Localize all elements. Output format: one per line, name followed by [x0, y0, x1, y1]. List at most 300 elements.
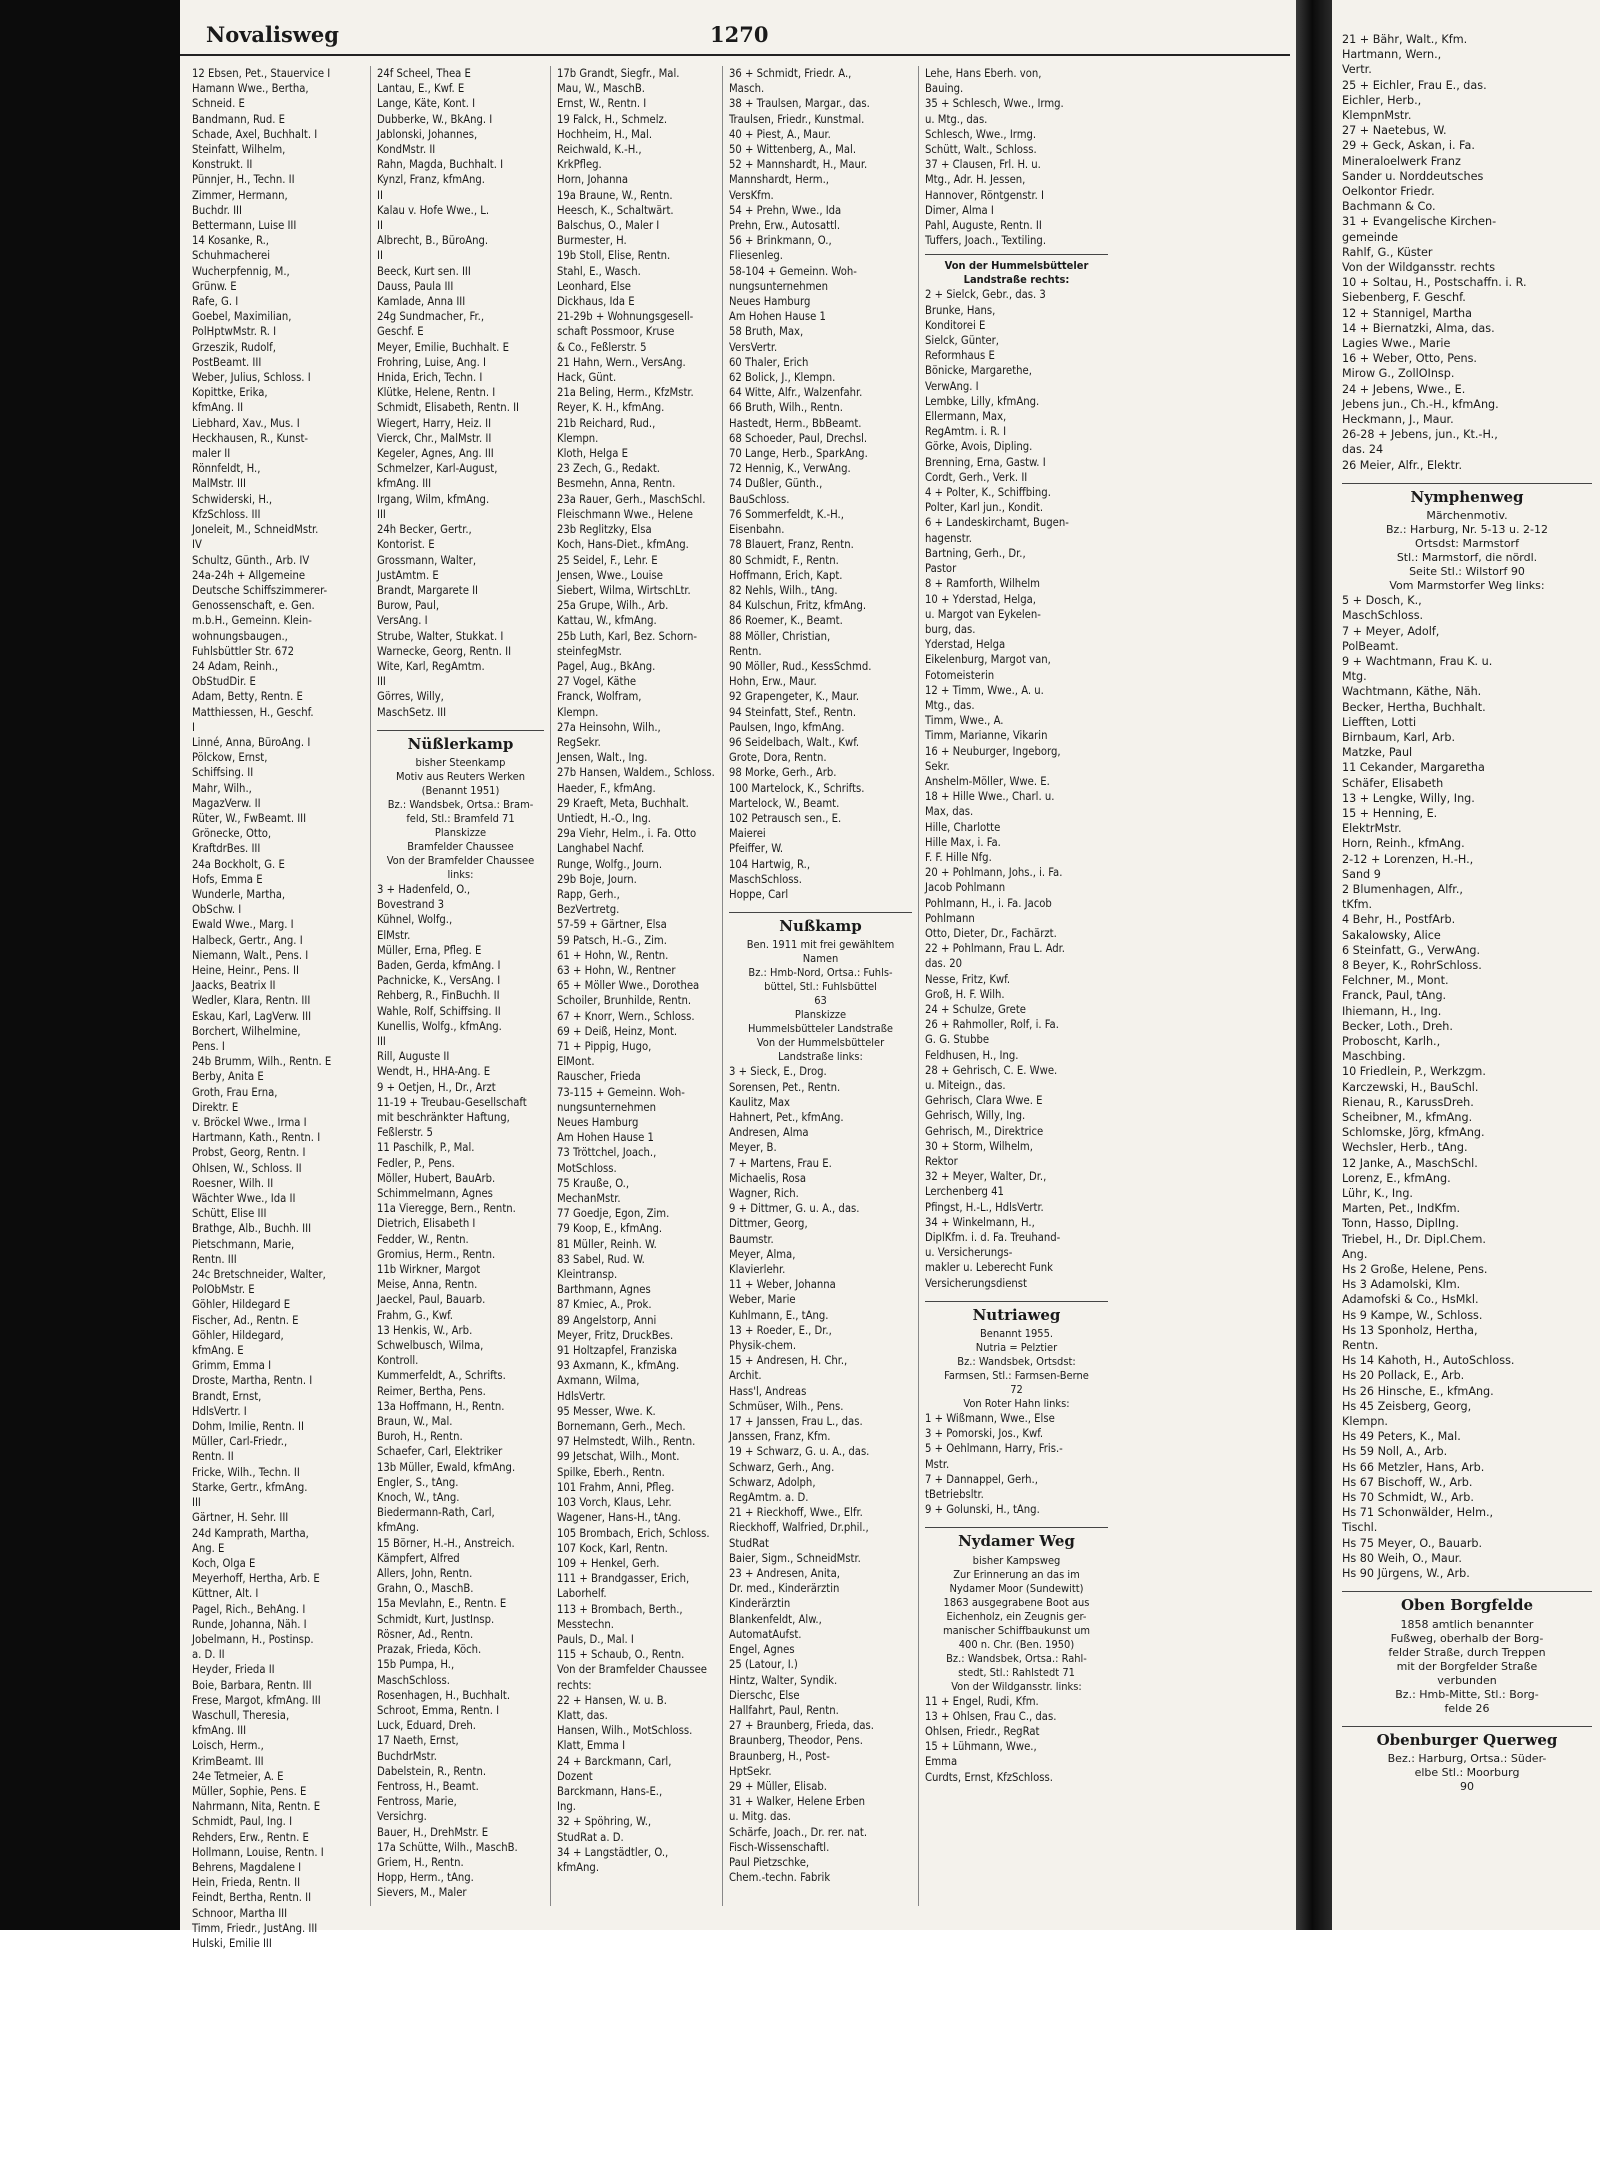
- directory-entry: Ohlsen, W., Schloss. II: [192, 1161, 302, 1175]
- directory-entry: 17a Schütte, Wilh., MaschB.: [377, 1840, 518, 1854]
- directory-entry: II: [377, 249, 383, 263]
- directory-entry: 24a Bockholt, G. E: [192, 857, 285, 871]
- directory-entry: Hahnert, Pet., kfmAng.: [729, 1110, 844, 1124]
- directory-entry: 12 Ebsen, Pet., Stauervice I: [192, 67, 331, 80]
- directory-entry: 13 Henkis, W., Arb.: [377, 1323, 473, 1337]
- directory-entry: 25b Luth, Karl, Bez. Schorn-: [557, 629, 697, 643]
- street-description-line: 63: [814, 994, 827, 1008]
- directory-entry: 21 + Bähr, Walt., Kfm.: [1342, 33, 1468, 46]
- directory-entry: Kuhlmann, E., tAng.: [729, 1308, 829, 1322]
- directory-entry: Pietschmann, Marie,: [192, 1237, 295, 1251]
- right-page: [1332, 18, 1600, 1918]
- directory-entry: Jaacks, Beatrix II: [192, 979, 276, 993]
- directory-entry: Rentn.: [1342, 1339, 1379, 1353]
- directory-entry: Wunderle, Martha,: [192, 887, 286, 901]
- directory-entry: 25 (Latour, I.): [729, 1658, 798, 1672]
- directory-entry: 19 + Schwarz, G. u. A., das.: [729, 1445, 870, 1459]
- directory-entry: Braunberg, H., Post-: [729, 1749, 830, 1763]
- directory-entry: Horn, Johanna: [557, 173, 629, 187]
- directory-entry: 83 Sabel, Rud. W.: [557, 1252, 645, 1266]
- directory-entry: Hs 67 Bischoff, W., Arb.: [1342, 1475, 1473, 1489]
- directory-entry: MagazVerw. II: [192, 796, 261, 810]
- directory-entry: Mirow G., ZollOInsp.: [1342, 367, 1455, 381]
- directory-entry: Dierschc, Else: [729, 1688, 800, 1702]
- directory-entry: 11-19 + Treubau-Gesellschaft: [377, 1095, 527, 1109]
- directory-entry: MechanMstr.: [557, 1192, 621, 1206]
- directory-entry: 24d Kamprath, Martha,: [192, 1526, 309, 1540]
- directory-entry: Ohlsen, Friedr., RegRat: [925, 1725, 1040, 1739]
- directory-entry: Hs 70 Schmidt, W., Arb.: [1342, 1491, 1474, 1505]
- directory-entry: Baden, Gerda, kfmAng. I: [377, 958, 501, 972]
- directory-entry: RegAmtm. a. D.: [729, 1491, 809, 1505]
- directory-entry: Kamlade, Anna III: [377, 295, 466, 309]
- directory-entry: 9 + Dittmer, G. u. A., das.: [729, 1202, 860, 1216]
- directory-entry: MaschSetz. III: [377, 705, 447, 719]
- street-description-line: Landstraße links:: [778, 1050, 863, 1064]
- directory-entry: Kummerfeldt, A., Schrifts.: [377, 1369, 506, 1383]
- directory-entry: 21b Reichard, Rud.,: [557, 416, 656, 430]
- directory-entry: Lange, Käte, Kont. I: [377, 97, 476, 111]
- directory-entry: nungsunternehmen: [729, 279, 828, 293]
- directory-entry: Göhler, Hildegard,: [192, 1328, 284, 1342]
- directory-entry: Paulsen, Ingo, kfmAng.: [729, 720, 845, 734]
- directory-entry: Neues Hamburg: [557, 1116, 639, 1130]
- directory-entry: MotSchloss.: [557, 1161, 617, 1175]
- street-description-line: Bz.: Harburg, Nr. 5-13 u. 2-12: [1386, 523, 1548, 537]
- directory-entry: mit beschränkter Haftung,: [377, 1110, 510, 1124]
- directory-entry: Max, das.: [925, 805, 974, 819]
- street-description-line: Bz.: Wandsbek, Ortsa.: Rahl-: [946, 1651, 1087, 1665]
- directory-entry: Masch.: [729, 82, 765, 96]
- directory-entry: 22 + Hansen, W. u. B.: [557, 1693, 667, 1707]
- directory-entry: Maschbing.: [1342, 1050, 1406, 1064]
- directory-entry: Hofs, Emma E: [192, 872, 263, 886]
- directory-entry: Schultz, Günth., Arb. IV: [192, 553, 310, 567]
- directory-entry: 24a-24h + Allgemeine: [192, 568, 306, 582]
- directory-entry: Laborhelf.: [557, 1587, 607, 1601]
- directory-entry: Meise, Anna, Rentn.: [377, 1278, 478, 1292]
- directory-entry: 96 Seidelbach, Walt., Kwf.: [729, 735, 860, 749]
- directory-entry: Pagel, Rich., BehAng. I: [192, 1602, 306, 1616]
- directory-entry: 105 Brombach, Erich, Schloss.: [557, 1526, 710, 1540]
- directory-entry: Kopittke, Erika,: [192, 386, 268, 400]
- directory-entry: schaft Possmoor, Kruse: [557, 325, 675, 339]
- directory-entry: Schmidt, Elisabeth, Rentn. II: [377, 401, 520, 415]
- directory-entry: Albrecht, B., BüroAng.: [377, 234, 489, 248]
- directory-entry: Heyder, Frieda II: [192, 1663, 275, 1677]
- directory-entry: Schärfe, Joach., Dr. rer. nat.: [729, 1825, 868, 1839]
- directory-entry: HptSekr.: [729, 1764, 772, 1778]
- directory-entry: Hs 75 Meyer, O., Bauarb.: [1342, 1536, 1483, 1550]
- directory-entry: 29 + Geck, Askan, i. Fa.: [1342, 139, 1475, 153]
- directory-entry: Dittmer, Georg,: [729, 1217, 808, 1231]
- directory-entry: kfmAng.: [557, 1860, 600, 1874]
- directory-entry: KfzSchloss. III: [192, 507, 261, 521]
- street-description-line: Planskizze: [434, 825, 487, 839]
- directory-entry: Vertr.: [1342, 63, 1372, 77]
- directory-entry: 11 + Weber, Johanna: [729, 1278, 836, 1292]
- directory-entry: Brunke, Hans,: [925, 303, 996, 317]
- directory-entry: Niemann, Walt., Pens. I: [192, 948, 309, 962]
- directory-entry: 27 + Braunberg, Frieda, das.: [729, 1719, 874, 1733]
- directory-entry: HdlsVertr.: [557, 1389, 606, 1403]
- directory-entry: 15b Pumpa, H.,: [377, 1658, 455, 1672]
- directory-entry: Matthiessen, H., Geschf.: [192, 705, 314, 719]
- directory-entry: Meyer, Emilie, Buchhalt. E: [377, 340, 509, 354]
- directory-entry: Hallfahrt, Paul, Rentn.: [729, 1703, 839, 1717]
- directory-entry: ObSchw. I: [192, 903, 242, 917]
- directory-entry: hagenstr.: [925, 531, 973, 545]
- directory-entry: Wagener, Hans-H., tAng.: [557, 1511, 681, 1525]
- directory-entry: StudRat: [729, 1536, 769, 1550]
- directory-entry: Rentn. II: [192, 1450, 234, 1464]
- directory-entry: Chem.-techn. Fabrik: [729, 1871, 831, 1885]
- directory-entry: Hs 14 Kahoth, H., AutoSchloss.: [1342, 1354, 1515, 1368]
- directory-entry: 24g Sundmacher, Fr.,: [377, 310, 485, 324]
- directory-entry: Hs 20 Pollack, E., Arb.: [1342, 1369, 1465, 1383]
- directory-entry: Meyer, B.: [729, 1141, 777, 1155]
- directory-entry: 24b Brumm, Wilh., Rentn. E: [192, 1055, 332, 1069]
- directory-entry: 72 Hennig, K., VerwAng.: [729, 462, 851, 476]
- directory-entry: 13 + Roeder, E., Dr.,: [729, 1323, 832, 1337]
- directory-entry: Koch, Hans-Diet., kfmAng.: [557, 538, 689, 552]
- directory-entry: Brandt, Ernst,: [192, 1389, 262, 1403]
- directory-entry: Dickhaus, Ida E: [557, 295, 635, 309]
- street-description-line: Von Roter Hahn links:: [963, 1397, 1070, 1411]
- directory-entry: 3 + Hadenfeld, O.,: [377, 882, 471, 896]
- directory-entry: Gehrisch, M., Direktrice: [925, 1124, 1044, 1138]
- directory-entry: Hs 80 Weih, O., Maur.: [1342, 1551, 1462, 1565]
- directory-entry: Brathge, Alb., Buchh. III: [192, 1222, 312, 1236]
- directory-entry: 15 + Andresen, H. Chr.,: [729, 1354, 848, 1368]
- directory-entry: Becker, Loth., Dreh.: [1342, 1019, 1453, 1033]
- directory-entry: Fliesenleg.: [729, 249, 783, 263]
- street-description-line: Stl.: Marmstorf, die nördl.: [1396, 551, 1538, 565]
- directory-entry: 58 Bruth, Max,: [729, 325, 804, 339]
- directory-entry: a. D. II: [192, 1648, 225, 1662]
- directory-entry: Schwiderski, H.,: [192, 492, 273, 506]
- directory-entry: Starke, Gertr., kfmAng.: [192, 1480, 308, 1494]
- directory-entry: 24c Bretschneider, Walter,: [192, 1268, 326, 1282]
- running-head-street: Novalisweg: [206, 22, 339, 47]
- directory-entry: Lembke, Lilly, kfmAng.: [925, 394, 1040, 408]
- directory-entry: Felchner, M., Mont.: [1342, 974, 1449, 988]
- directory-entry: Bornemann, Gerh., Mech.: [557, 1420, 686, 1434]
- directory-columns: [180, 56, 1290, 1950]
- directory-entry: Dietrich, Elisabeth I: [377, 1217, 476, 1231]
- directory-entry: 5 + Oehlmann, Harry, Fris.-: [925, 1442, 1063, 1456]
- directory-entry: 14 + Biernatzki, Alma, das.: [1342, 321, 1495, 335]
- directory-entry: VersVertr.: [729, 340, 778, 354]
- directory-entry: Kattau, W., kfmAng.: [557, 614, 657, 628]
- directory-entry: 78 Blauert, Franz, Rentn.: [729, 538, 854, 552]
- directory-entry: DiplKfm. i. d. Fa. Treuhand-: [925, 1231, 1061, 1245]
- directory-entry: 84 Kulschun, Fritz, kfmAng.: [729, 599, 867, 613]
- street-title-nusskamp: Nußkamp: [729, 912, 912, 934]
- directory-entry: RegAmtm. i. R. I: [925, 425, 1007, 439]
- directory-entry: 27 + Naetebus, W.: [1342, 124, 1447, 138]
- directory-entry: Görres, Willy,: [377, 690, 444, 704]
- directory-entry: Rill, Auguste II: [377, 1050, 450, 1064]
- directory-entry: Braunberg, Theodor, Pens.: [729, 1734, 863, 1748]
- directory-entry: I: [192, 720, 195, 734]
- directory-entry: III: [377, 507, 386, 521]
- directory-entry: Grahn, O., MaschB.: [377, 1582, 474, 1596]
- directory-entry: Hein, Frieda, Rentn. II: [192, 1876, 301, 1890]
- directory-entry: 76 Sommerfeldt, K.-H.,: [729, 507, 844, 521]
- street-description-line: Hummelsbütteler Landstraße: [747, 1022, 894, 1036]
- directory-entry: 27a Heinsohn, Wilh.,: [557, 720, 661, 734]
- directory-entry: Pauls, D., Mal. I: [557, 1632, 634, 1646]
- directory-entry: 59 Patsch, H.-G., Zim.: [557, 933, 667, 947]
- column-2: [371, 66, 551, 1906]
- directory-entry: Meyerhoff, Hertha, Arb. E: [192, 1572, 320, 1586]
- directory-entry: Möller, Hubert, BauArb.: [377, 1171, 496, 1185]
- directory-entry: 29 Kraeft, Meta, Buchhalt.: [557, 796, 689, 810]
- directory-entry: Timm, Wwe., A.: [925, 714, 1004, 728]
- directory-entry: Reimer, Bertha, Pens.: [377, 1384, 486, 1398]
- directory-entry: F. F. Hille Nfg.: [925, 850, 992, 864]
- directory-entry: Klatt, Emma I: [557, 1739, 626, 1753]
- directory-entry: 3 + Pomorski, Jos., Kwf.: [925, 1427, 1044, 1441]
- directory-entry: Müller, Sophie, Pens. E: [192, 1784, 307, 1798]
- directory-entry: Hs 26 Hinsche, E., kfmAng.: [1342, 1384, 1494, 1398]
- directory-entry: Biedermann-Rath, Carl,: [377, 1506, 495, 1520]
- directory-entry: Ang.: [1342, 1247, 1368, 1261]
- directory-entry: KrkPfleg.: [557, 158, 602, 172]
- directory-entry: 91 Holtzapfel, Franziska: [557, 1344, 678, 1358]
- street-description-line: Eichenholz, ein Zeugnis ger-: [946, 1609, 1087, 1623]
- directory-entry: Mannshardt, Herm.,: [729, 173, 829, 187]
- directory-entry: KraftdrBes. III: [192, 842, 261, 856]
- directory-entry: 35 + Schlesch, Wwe., Irmg.: [925, 97, 1064, 111]
- street-description-line: felde 26: [1444, 1701, 1490, 1715]
- directory-entry: wohnungsbaugen.,: [192, 629, 288, 643]
- directory-entry: Timm, Marianne, Vikarin: [925, 729, 1048, 743]
- directory-entry: Hille Max, i. Fa.: [925, 835, 1001, 849]
- directory-entry: Michaelis, Rosa: [729, 1171, 807, 1185]
- directory-entry: Beeck, Kurt sen. III: [377, 264, 471, 278]
- directory-entry: Pens. I: [192, 1040, 225, 1053]
- directory-entry: 15 Börner, H.-H., Anstreich.: [377, 1536, 515, 1550]
- directory-entry: 10 Friedlein, P., Werkzgm.: [1342, 1065, 1486, 1079]
- directory-entry: Griem, H., Rentn.: [377, 1855, 464, 1869]
- directory-entry: Siebenberg, F. Geschf.: [1342, 291, 1466, 305]
- directory-entry: 24h Becker, Gertr.,: [377, 523, 472, 537]
- directory-entry: 32 + Meyer, Walter, Dr.,: [925, 1170, 1047, 1184]
- directory-entry: Eskau, Karl, LagVerw. III: [192, 1009, 312, 1023]
- directory-entry: Hass'l, Andreas: [729, 1384, 807, 1398]
- directory-entry: 24 + Jebens, Wwe., E.: [1342, 382, 1466, 396]
- directory-entry: Strube, Walter, Stukkat. I: [377, 629, 504, 643]
- directory-entry: 7 + Martens, Frau E.: [729, 1156, 832, 1170]
- directory-entry: Hs 3 Adamolski, Klm.: [1342, 1278, 1461, 1292]
- column-4: [723, 66, 919, 1906]
- street-description-line: Benannt 1955.: [979, 1327, 1054, 1341]
- directory-entry: Schroot, Emma, Rentn. I: [377, 1703, 500, 1717]
- directory-entry: MaschSchloss.: [729, 872, 802, 886]
- directory-entry: AutomatAufst.: [729, 1627, 802, 1641]
- directory-entry: 16 + Weber, Otto, Pens.: [1342, 352, 1477, 366]
- directory-entry: Lantau, E., Kwf. E: [377, 82, 465, 96]
- street-description-line: Von der Bramfelder Chaussee: [386, 853, 535, 867]
- directory-entry: Hintz, Walter, Syndik.: [729, 1673, 838, 1687]
- directory-entry: Schwarz, Gerh., Ang.: [729, 1460, 835, 1474]
- directory-entry: Weber, Julius, Schloss. I: [192, 371, 311, 385]
- directory-entry: Ihiemann, H., Ing.: [1342, 1004, 1442, 1018]
- directory-entry: u. Mtg., das.: [925, 112, 988, 126]
- street-description-line: Von der Wildgansstr. links:: [951, 1679, 1082, 1693]
- directory-entry: 50 + Wittenberg, A., Mal.: [729, 143, 857, 157]
- book-gutter: [1296, 0, 1332, 1930]
- directory-entry: gemeinde: [1342, 230, 1398, 244]
- directory-entry: 109 + Henkel, Gerh.: [557, 1556, 660, 1570]
- directory-entry: 77 Goedje, Egon, Zim.: [557, 1207, 670, 1221]
- directory-entry: 15a Mevlahn, E., Rentn. E: [377, 1597, 507, 1611]
- directory-entry: 8 + Ramforth, Wilhelm: [925, 577, 1040, 591]
- directory-entry: 17 Naeth, Ernst,: [377, 1734, 459, 1748]
- directory-entry: 10 + Soltau, H., Postschaffn. i. R.: [1342, 276, 1527, 290]
- directory-entry: 31 + Walker, Helene Erben: [729, 1795, 865, 1809]
- directory-entry: Goebel, Maximilian,: [192, 310, 292, 324]
- street-title-nydamer-weg: Nydamer Weg: [925, 1527, 1108, 1549]
- directory-entry: Direktr. E: [192, 1100, 239, 1114]
- directory-entry: Versichrg.: [377, 1810, 427, 1824]
- directory-entry: Schlomske, Jörg, kfmAng.: [1342, 1126, 1485, 1140]
- street-description-line: Bz.: Hmb-Nord, Ortsa.: Fuhls-: [748, 966, 893, 980]
- directory-entry: Sand 9: [1342, 867, 1381, 881]
- directory-entry: 25 Seidel, F., Lehr. E: [557, 553, 658, 567]
- directory-entry: Hnida, Erich, Techn. I: [377, 371, 483, 385]
- directory-entry: 25 + Eichler, Frau E., das.: [1342, 78, 1487, 92]
- directory-entry: das. 20: [925, 957, 962, 971]
- directory-entry: 28 + Gehrisch, C. E. Wwe.: [925, 1063, 1058, 1077]
- directory-entry: Jensen, Wwe., Louise: [557, 568, 663, 582]
- directory-entry: Fentross, H., Beamt.: [377, 1779, 479, 1793]
- directory-entry: 100 Martelock, K., Schrifts.: [729, 781, 865, 795]
- directory-entry: 73 Tröttchel, Joach.,: [557, 1146, 657, 1160]
- directory-entry: RegSekr.: [557, 735, 601, 749]
- directory-entry: Bauing.: [925, 82, 964, 96]
- directory-entry: 4 + Polter, K., Schiffbing.: [925, 486, 1051, 500]
- directory-entry: Heine, Heinr., Pens. II: [192, 963, 299, 977]
- directory-entry: Feindt, Bertha, Rentn. II: [192, 1891, 312, 1905]
- directory-entry: Rosenhagen, H., Buchhalt.: [377, 1688, 511, 1702]
- directory-entry: Konditorei E: [925, 318, 986, 332]
- directory-entry: Kleintransp.: [557, 1268, 618, 1282]
- directory-entry: 11 Cekander, Margaretha: [1342, 761, 1485, 775]
- directory-entry: Jablonski, Johannes,: [377, 127, 478, 141]
- directory-entry: 40 + Piest, A., Maur.: [729, 127, 831, 141]
- directory-entry: Dubberke, W., BkAng. I: [377, 112, 493, 126]
- directory-entry: Fisch-Wissenschaftl.: [729, 1840, 830, 1854]
- directory-entry: Matzke, Paul: [1342, 746, 1413, 760]
- directory-entry: BezVertretg.: [557, 903, 620, 917]
- directory-entry: 15 + Lühmann, Wwe.,: [925, 1740, 1037, 1754]
- directory-entry: Kynzl, Franz, kfmAng.: [377, 173, 485, 187]
- directory-entry: Runde, Johanna, Näh. I: [192, 1617, 307, 1631]
- directory-entry: Schmelzer, Karl-August,: [377, 462, 498, 476]
- directory-entry: nungsunternehmen: [557, 1100, 656, 1114]
- directory-entry: 68 Schoeder, Paul, Drechsl.: [729, 431, 868, 445]
- directory-entry: Archit.: [729, 1369, 762, 1383]
- directory-entry: Cordt, Gerh., Verk. II: [925, 470, 1028, 484]
- directory-entry: Triebel, H., Dr. Dipl.Chem.: [1342, 1232, 1486, 1246]
- directory-entry: 81 Müller, Reinh. W.: [557, 1237, 657, 1251]
- directory-entry: Hs 59 Noll, A., Arb.: [1342, 1445, 1448, 1459]
- directory-entry: Physik-chem.: [729, 1339, 797, 1353]
- directory-entry: 103 Vorch, Klaus, Lehr.: [557, 1496, 672, 1510]
- directory-entry: Barckmann, Hans-E.,: [557, 1784, 663, 1798]
- directory-entry: 13a Hoffmann, H., Rentn.: [377, 1399, 505, 1413]
- directory-entry: Hs 9 Kampe, W., Schloss.: [1342, 1308, 1483, 1322]
- directory-entry: Bandmann, Rud. E: [192, 112, 285, 126]
- street-description-line: verbunden: [1437, 1673, 1497, 1687]
- directory-entry: Rösner, Ad., Rentn.: [377, 1627, 474, 1641]
- directory-entry: Rentn.: [729, 644, 762, 658]
- directory-entry: Genossenschaft, e. Gen.: [192, 599, 315, 613]
- directory-entry: 13b Müller, Ewald, kfmAng.: [377, 1460, 516, 1474]
- directory-entry: Frese, Margot, kfmAng. III: [192, 1693, 321, 1707]
- street-description-line: Ben. 1911 mit frei gewähltem: [746, 938, 895, 952]
- directory-entry: 8 Beyer, K., RohrSchloss.: [1342, 958, 1482, 972]
- directory-entry: burg, das.: [925, 622, 976, 636]
- directory-entry: Feldhusen, H., Ing.: [925, 1048, 1019, 1062]
- directory-entry: Engler, S., tAng.: [377, 1475, 459, 1489]
- directory-entry: 66 Bruth, Wilh., Rentn.: [729, 401, 843, 415]
- directory-entry: kfmAng. III: [192, 1724, 247, 1738]
- directory-entry: 26 Meier, Alfr., Elektr.: [1342, 458, 1463, 472]
- directory-entry: Ellermann, Max,: [925, 410, 1007, 424]
- directory-entry: 63 + Hohn, W., Rentner: [557, 963, 676, 977]
- street-description-line: Fußweg, oberhalb der Borg-: [1390, 1631, 1544, 1645]
- directory-entry: 11 + Engel, Rudi, Kfm.: [925, 1694, 1039, 1708]
- directory-entry: Martelock, W., Beamt.: [729, 796, 840, 810]
- directory-entry: Dr. med., Kinderärztin: [729, 1582, 840, 1596]
- directory-entry: 87 Kmiec, A., Prok.: [557, 1298, 652, 1312]
- directory-entry: Schiffsing. II: [192, 766, 254, 780]
- directory-entry: Pastor: [925, 562, 957, 576]
- directory-entry: Siebert, Wilma, WirtschLtr.: [557, 583, 691, 597]
- directory-entry: Warnecke, Georg, Rentn. II: [377, 644, 512, 658]
- directory-entry: Lühr, K., Ing.: [1342, 1187, 1413, 1201]
- directory-entry: 9 + Oetjen, H., Dr., Arzt: [377, 1080, 496, 1094]
- directory-entry: ElMstr.: [377, 928, 411, 942]
- street-description-line: Bramfelder Chaussee: [407, 839, 514, 853]
- directory-entry: steinfegMstr.: [557, 644, 622, 658]
- directory-entry: Birnbaum, Karl, Arb.: [1342, 730, 1456, 744]
- directory-entry: Schaefer, Carl, Elektriker: [377, 1445, 503, 1459]
- directory-entry: 74 Dußler, Günth.,: [729, 477, 823, 491]
- directory-entry: Janssen, Franz, Kfm.: [729, 1430, 831, 1444]
- directory-entry: Hochheim, H., Mal.: [557, 127, 653, 141]
- directory-entry: Allers, John, Rentn.: [377, 1567, 473, 1581]
- street-description-line: 1863 ausgegrabene Boot aus: [943, 1595, 1090, 1609]
- directory-entry: 18 + Hille Wwe., Charl. u.: [925, 790, 1055, 804]
- directory-entry: Kunellis, Wolfg., kfmAng.: [377, 1019, 502, 1033]
- directory-entry: 93 Axmann, K., kfmAng.: [557, 1359, 680, 1373]
- directory-entry: Schütt, Elise III: [192, 1207, 267, 1221]
- directory-entry: Weber, Marie: [729, 1293, 796, 1307]
- directory-entry: Göhler, Hildegard E: [192, 1298, 291, 1312]
- directory-entry: tBetriebsltr.: [925, 1488, 984, 1502]
- directory-entry: Spilke, Eberh., Rentn.: [557, 1465, 665, 1479]
- directory-entry: 60 Thaler, Erich: [729, 355, 809, 369]
- directory-entry: Eikelenburg, Margot van,: [925, 653, 1051, 667]
- street-title-nutriaweg: Nutriaweg: [925, 1301, 1108, 1323]
- directory-entry: Kämpfert, Alfred: [377, 1551, 460, 1565]
- directory-entry: Wiegert, Harry, Heiz. II: [377, 416, 492, 430]
